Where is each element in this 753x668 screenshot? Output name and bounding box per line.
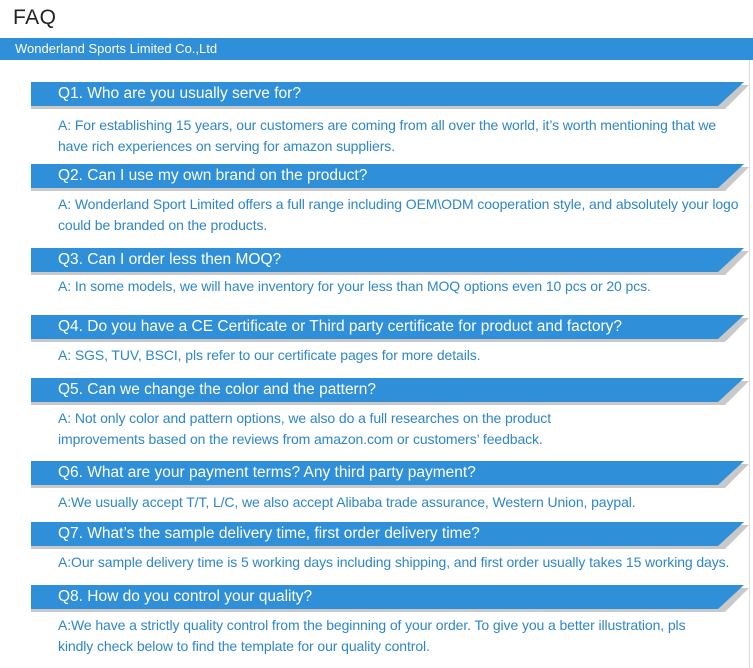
- faq-question-banner-3: [0, 248, 753, 276]
- faq-question-5: Q5. Can we change the color and the pattern?: [58, 381, 376, 398]
- faq-question-2: Q2. Can I use my own brand on the product?: [58, 167, 368, 184]
- faq-question-banner-2: [0, 164, 753, 192]
- faq-answer-1: A: For establishing 15 years, our customers are coming from all over the world, it’s worth mentioning that we have rich experiences on serving for amazon suppliers.: [58, 117, 717, 154]
- faq-question-banner-8: [0, 585, 753, 613]
- faq-question-1: Q1. Who are you usually serve for?: [58, 85, 301, 102]
- faq-question-banner-5: [0, 378, 753, 406]
- faq-answer-6: A:We usually accept T/T, L/C, we also accept Alibaba trade assurance, Western Union, paypal.: [58, 494, 636, 510]
- faq-question-banner-1: [0, 82, 753, 110]
- company-name-bar: Wonderland Sports Limited Co.,Ltd: [0, 38, 753, 60]
- faq-question-4: Q4. Do you have a CE Certificate or Third party certificate for product and factory?: [58, 318, 623, 335]
- faq-question-3: Q3. Can I order less then MOQ?: [58, 251, 282, 268]
- faq-question-banner-6: [0, 461, 753, 489]
- faq-answer-7: A:Our sample delivery time is 5 working days including shipping, and first order usually takes 15 working days.: [58, 554, 730, 570]
- faq-question-6: Q6. What are your payment terms? Any third party payment?: [58, 464, 476, 481]
- faq-question-8: Q8. How do you control your quality?: [58, 588, 313, 605]
- faq-question-banner-7: [0, 522, 753, 550]
- faq-answer-5: A: Not only color and pattern options, we also do a full researches on the product improvements based on the reviews from amazon.com or customers’ feedback.: [58, 410, 551, 447]
- faq-answer-8: A:We have a strictly quality control from the beginning of your order. To give you a better illustration, pls kindly check below to find the template for our quality control.: [58, 617, 686, 654]
- faq-answer-4: A: SGS, TUV, BSCI, pls refer to our certificate pages for more details.: [58, 347, 481, 363]
- faq-answer-3: A: In some models, we will have inventory for your less than MOQ options even 10 pcs or 20 pcs.: [58, 278, 651, 294]
- faq-question-7: Q7. What’s the sample delivery time, first order delivery time?: [58, 525, 480, 542]
- page-title: FAQ: [13, 6, 57, 29]
- faq-answer-2: A: Wonderland Sport Limited offers a full range including OEM\ODM cooperation style, and absolutely your logo could be branded on the products.: [58, 196, 739, 233]
- page-right-divider: [749, 60, 750, 668]
- faq-question-banner-4: [0, 315, 753, 343]
